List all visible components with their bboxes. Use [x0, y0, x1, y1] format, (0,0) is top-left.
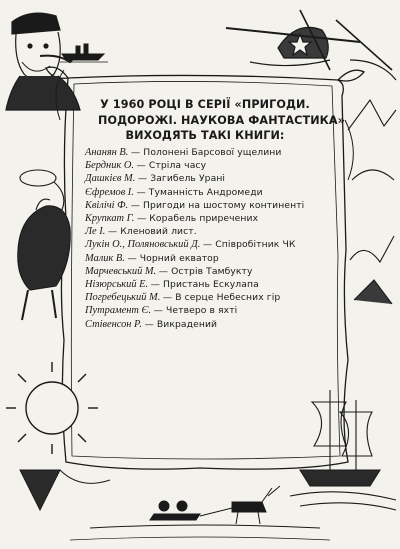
- sailor-portrait: [6, 13, 80, 110]
- steamship: [60, 44, 108, 62]
- book-entry: [85, 265, 330, 278]
- book-title: — Чорний екватор: [127, 252, 219, 264]
- book-list: [85, 146, 330, 331]
- book-author: Дашкієв М.: [85, 173, 136, 185]
- book-title: — Острів Тамбукту: [158, 265, 253, 277]
- book-author: Бердник О.: [85, 160, 134, 172]
- book-entry: [85, 304, 330, 317]
- book-entry: [85, 199, 330, 212]
- book-author: Нізюрський Е.: [85, 279, 149, 291]
- announcement-heading: [98, 97, 345, 144]
- book-entry: [85, 225, 330, 238]
- heading-line-2: ПОДОРОЖІ. НАУКОВА ФАНТАСТИКА»: [98, 113, 345, 127]
- heading-line-1: У 1960 РОЦІ В СЕРІЇ «ПРИГОДИ.: [100, 98, 310, 111]
- mountain-landscape: [348, 100, 396, 304]
- cowboy-lasso: [18, 170, 70, 320]
- book-author: Путрамент Є.: [85, 305, 152, 317]
- reindeer-sled: [70, 486, 330, 540]
- book-entry: [85, 212, 330, 225]
- book-entry: [85, 186, 330, 199]
- book-title: — Пристань Ескулапа: [150, 279, 259, 291]
- sailing-ship: [290, 390, 396, 510]
- book-entry: [85, 172, 330, 185]
- book-title: — Стріла часу: [136, 160, 207, 172]
- book-entry: [85, 318, 330, 331]
- book-title: — Співробітник ЧК: [202, 239, 296, 251]
- book-entry: [85, 252, 330, 265]
- book-author: Ле І.: [85, 226, 106, 238]
- book-title: — Викрадений: [144, 318, 218, 330]
- book-author: Малик В.: [85, 252, 125, 264]
- book-title: — Корабель приречених: [137, 213, 259, 225]
- book-author: Квілічі Ф.: [85, 199, 129, 211]
- book-author: Ананян В.: [85, 147, 129, 158]
- book-title: — Туманність Андромеди: [136, 186, 263, 198]
- book-author: Лукін О., Поляновський Д.: [85, 239, 201, 251]
- book-title: — Кленовий лист.: [107, 226, 197, 238]
- book-title: — Полонені Барсової ущелини: [131, 147, 282, 158]
- book-title: — Четверо в яхті: [153, 305, 238, 317]
- book-entry: [85, 159, 330, 172]
- book-author: Стівенсон Р.: [85, 318, 142, 330]
- book-title: — Загибель Урані: [137, 173, 226, 185]
- book-entry: [85, 238, 330, 251]
- sunburst-medallion: [6, 362, 98, 510]
- book-author: Єфремов І.: [85, 186, 134, 198]
- book-title: — В серце Небесних гір: [162, 292, 281, 304]
- book-author: Крупкат Г.: [85, 213, 135, 225]
- book-title: — Пригоди на шостому континенті: [130, 199, 305, 211]
- heading-line-3: ВИХОДЯТЬ ТАКІ КНИГИ:: [125, 129, 285, 142]
- book-author: Марчевський М.: [85, 265, 157, 277]
- book-entry: [85, 146, 330, 159]
- book-entry: [85, 291, 330, 304]
- book-entry: [85, 278, 330, 291]
- helmet-weapons: [226, 10, 396, 80]
- book-author: Погребецький М.: [85, 292, 161, 304]
